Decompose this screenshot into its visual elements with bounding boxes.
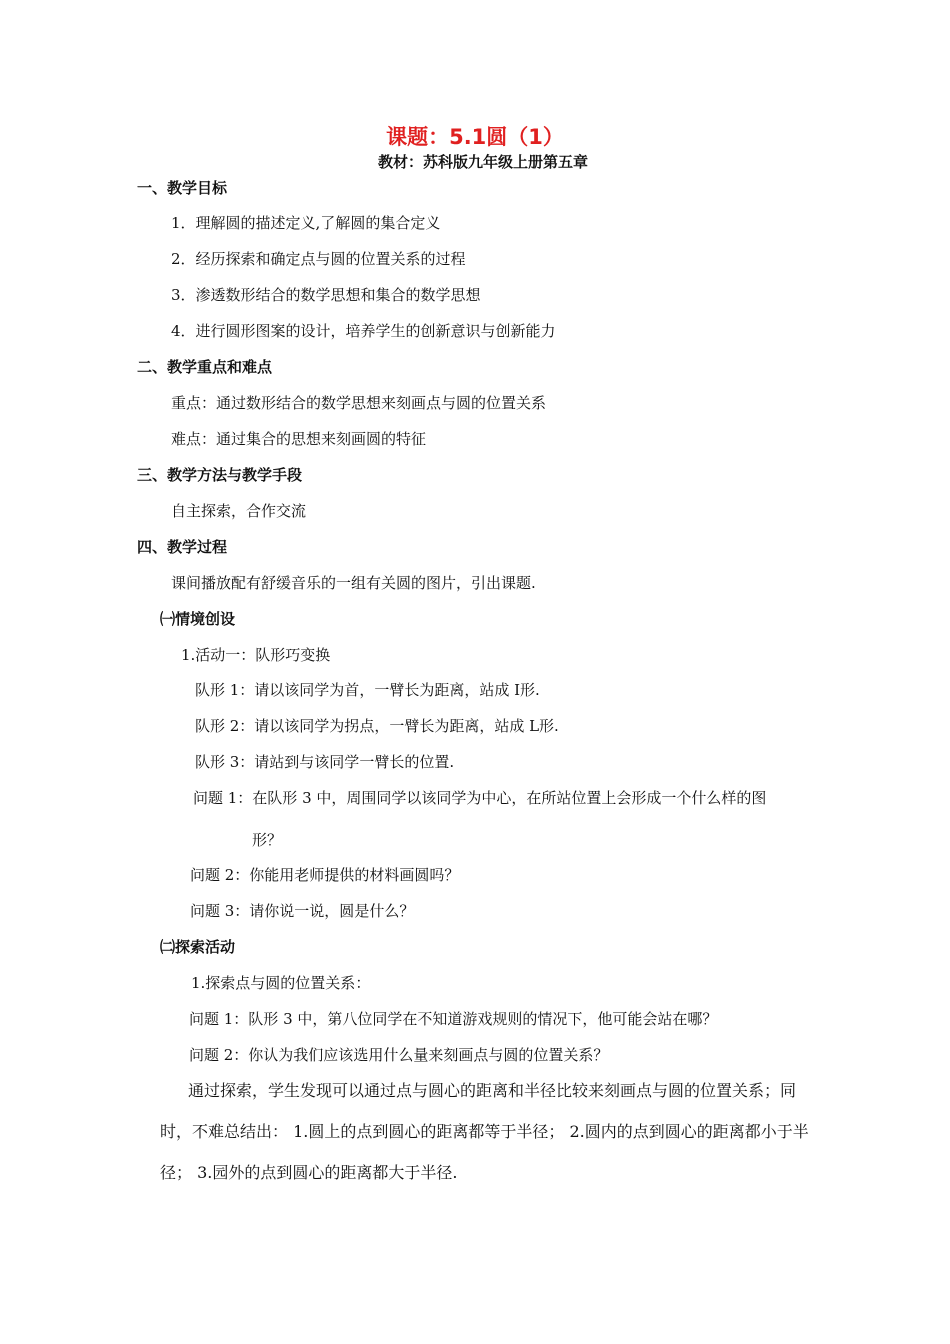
exploration-question-2: 问题 2：你认为我们应该选用什么量来刻画点与圆的位置关系？ bbox=[189, 1046, 609, 1064]
question-1-line-2: 形？ bbox=[252, 831, 283, 849]
objective-item: 1．理解圆的描述定义,了解圆的集合定义 bbox=[171, 214, 441, 232]
question-3: 问题 3：请你说一说，圆是什么？ bbox=[190, 902, 415, 920]
formation-2: 队形 2：请以该同学为拐点，一臂长为距离，站成 L形. bbox=[195, 717, 559, 735]
question-1-line-1: 问题 1：在队形 3 中，周围同学以该同学为中心，在所站位置上会形成一个什么样的图 bbox=[193, 789, 767, 807]
process-intro: 课间播放配有舒缓音乐的一组有关圆的图片，引出课题. bbox=[171, 574, 536, 592]
question-2: 问题 2：你能用老师提供的材料画圆吗？ bbox=[190, 866, 460, 884]
section-heading-objectives: 一、教学目标 bbox=[137, 179, 228, 197]
subsection-heading-exploration: ㈡探索活动 bbox=[160, 938, 236, 956]
conclusion-line-2: 时，不难总结出： 1.圆上的点到圆心的距离都等于半径； 2.圆内的点到圆心的距离都小于半 bbox=[160, 1122, 809, 1141]
objective-item: 4．进行圆形图案的设计，培养学生的创新意识与创新能力 bbox=[171, 322, 556, 340]
key-point-text: 重点：通过数形结合的数学思想来刻画点与圆的位置关系 bbox=[171, 394, 547, 412]
exploration-item: 1.探索点与圆的位置关系： bbox=[191, 974, 371, 992]
subsection-heading-scenario: ㈠情境创设 bbox=[160, 610, 236, 628]
formation-3: 队形 3：请站到与该同学一臂长的位置. bbox=[195, 753, 455, 771]
objective-item: 3．渗透数形结合的数学思想和集合的数学思想 bbox=[171, 286, 481, 304]
section-heading-key-points: 二、教学重点和难点 bbox=[137, 358, 273, 376]
document-subtitle: 教材：苏科版九年级上册第五章 bbox=[377, 153, 588, 171]
section-heading-methods: 三、教学方法与教学手段 bbox=[137, 466, 303, 484]
formation-1: 队形 1：请以该同学为首，一臂长为距离，站成 Ⅰ形. bbox=[195, 681, 540, 699]
conclusion-line-1: 通过探索，学生发现可以通过点与圆心的距离和半径比较来刻画点与圆的位置关系；同 bbox=[188, 1081, 797, 1100]
exploration-question-1: 问题 1：队形 3 中，第八位同学在不知道游戏规则的情况下，他可能会站在哪？ bbox=[189, 1010, 718, 1028]
methods-text: 自主探索，合作交流 bbox=[171, 502, 307, 520]
activity-title: 1.活动一：队形巧变换 bbox=[181, 646, 331, 664]
objective-item: 2．经历探索和确定点与圆的位置关系的过程 bbox=[171, 250, 466, 268]
difficulty-text: 难点：通过集合的思想来刻画圆的特征 bbox=[171, 430, 427, 448]
document-title: 课题：5.1圆（1） bbox=[386, 125, 564, 149]
section-heading-process: 四、教学过程 bbox=[137, 538, 228, 556]
conclusion-line-3: 径； 3.园外的点到圆心的距离都大于半径. bbox=[160, 1163, 458, 1182]
